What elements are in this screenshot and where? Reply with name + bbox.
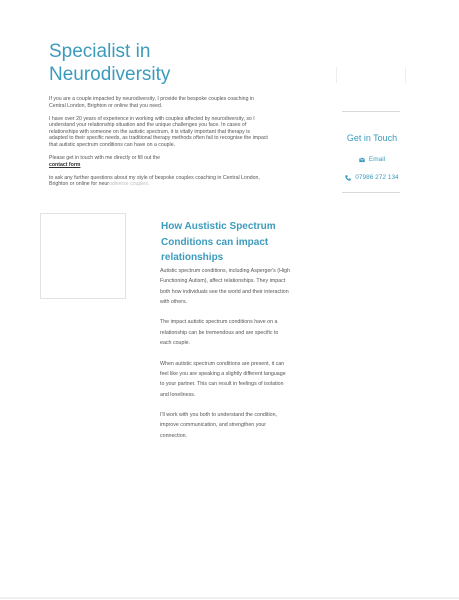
sidebar-divider bbox=[342, 111, 400, 112]
intro-closing-faded-text: odiverse couples. bbox=[108, 181, 150, 188]
intro-closing-text: to ask any further questions about my style of bespoke couples coaching in Central London, Brighton or online for neur bbox=[49, 174, 260, 188]
article-paragraph: The impact autistic spectrum conditions have on a relationship can be tremendous and are specific to each couple. bbox=[160, 319, 279, 347]
get-in-touch-heading: Get in Touch bbox=[346, 133, 398, 143]
intro-section bbox=[49, 96, 269, 195]
intro-paragraph: I have over 20 years of experience in working with couples affected by neurodiversity, so I understand your relationship situation and the unique challenges you face. In cases of relationships with someone on the autistic spectrum, it is vitally important that therapy is adapted to their specific needs, as traditional therapy methods often fail to recognise the impact that autistic spectrum conditions can have on a couple. bbox=[49, 115, 268, 149]
contact-prompt-text: Please get in touch with me directly or fill out the bbox=[49, 155, 161, 162]
footer-divider bbox=[0, 597, 459, 599]
article-heading: How Austistic Spectrum Conditions can impact relationships bbox=[161, 221, 276, 263]
contact-form-link[interactable]: contact form bbox=[49, 161, 81, 168]
email-link[interactable] bbox=[331, 156, 413, 163]
article-paragraph: When autistic spectrum conditions are present, it can feel like you are speaking a slightly different language to your partner. This can result in feelings of isolation and loneliness. bbox=[160, 360, 286, 398]
phone-label: 07986 272 134 bbox=[355, 174, 399, 181]
sidebar-top-box bbox=[336, 67, 406, 83]
intro-paragraph bbox=[49, 155, 269, 168]
intro-closing-paragraph bbox=[49, 175, 269, 188]
article-paragraph: I'll work with you both to understand the condition, improve communication, and strengthen your connection. bbox=[160, 412, 278, 439]
article-image bbox=[40, 213, 126, 299]
page-title: Specialist in Neurodiversity bbox=[49, 41, 171, 85]
sidebar-divider bbox=[342, 192, 400, 193]
envelope-icon bbox=[359, 157, 365, 163]
phone-link[interactable] bbox=[331, 174, 413, 181]
article-paragraph: Autistic spectrum conditions, including Asperger's (High Functioning Autism), affect relationships. They impact both how individuals see the world and their interaction with others. bbox=[160, 268, 290, 305]
email-label: Email bbox=[368, 156, 386, 163]
article-body bbox=[160, 266, 290, 451]
phone-icon bbox=[345, 175, 351, 181]
intro-paragraph: If you are a couple impacted by neurodiversity, I provide the bespoke couples coaching in Central London, Brighton or online that you need. bbox=[49, 96, 254, 109]
